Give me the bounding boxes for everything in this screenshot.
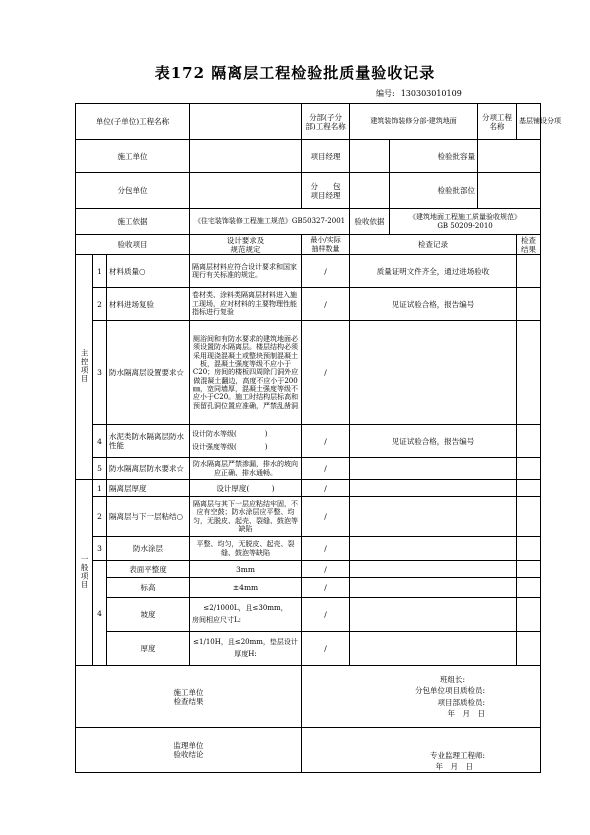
general-row-no: 3	[93, 537, 107, 561]
col-result: 检查 结果	[517, 235, 541, 255]
batch-location-label: 检验批部位	[390, 173, 478, 209]
main-row-no: 5	[93, 458, 107, 480]
subcontractor-label: 分包单位	[76, 173, 190, 209]
team-leader-label: 班组长:	[440, 675, 466, 684]
general-row-no: 4	[93, 561, 107, 666]
general-row-spec: 设计厚度( )	[190, 480, 302, 497]
general-row-2	[76, 497, 541, 537]
main-row-item: 材料进场复验	[107, 288, 190, 321]
design-waterproof-grade: 设计防水等级( )	[192, 430, 268, 439]
general-row-item: 坡度	[107, 598, 190, 632]
general-row-item: 隔离层与下一层粘结○	[107, 497, 190, 537]
general-row-record	[350, 632, 517, 666]
construction-check-label: 施工单位 检查结果	[76, 666, 302, 728]
general-row-4d	[76, 632, 541, 666]
doc-number-label: 编号:	[376, 89, 395, 98]
construction-check-date: 年 月 日	[447, 708, 486, 718]
header-row-construction	[76, 140, 541, 173]
general-label: 一般项目	[76, 480, 93, 666]
quality-inspector-label: 项目部质检员:	[437, 697, 486, 707]
general-row-spec: 平整、均匀，无脱皮、起壳、裂缝、鼓泡等缺陷	[190, 537, 302, 561]
construction-check-signatures	[302, 666, 541, 728]
general-row-result[interactable]	[517, 598, 541, 632]
main-row-spec: 卷材类、涂料类隔离层材料进入施工现场，应对材料的主要物理性能指标进行复验	[190, 288, 302, 321]
general-row-record	[350, 480, 517, 497]
main-row-5	[76, 458, 541, 480]
col-item: 验收项目	[76, 235, 190, 255]
general-row-result[interactable]	[517, 480, 541, 497]
main-row-spec	[190, 425, 302, 458]
general-row-result[interactable]	[517, 497, 541, 537]
general-row-spec: 3mm	[190, 561, 302, 578]
main-row-record: 质量证明文件齐全，通过进场验收	[350, 255, 517, 288]
supervision-date: 年 月 日	[435, 761, 474, 771]
main-row-item: 材料质量○	[107, 255, 190, 288]
general-row-result[interactable]	[517, 578, 541, 598]
supervision-row	[76, 728, 541, 773]
batch-capacity-value[interactable]	[478, 140, 541, 173]
main-row-no: 3	[93, 321, 107, 425]
thickness-spec: ≤1/10H，且≤20mm，垫层设计	[193, 637, 298, 646]
doc-number-value: 130303010109	[400, 89, 462, 98]
slope-room-size: 房间相应尺寸L:	[192, 615, 242, 624]
main-row-1	[76, 255, 541, 288]
general-row-3	[76, 537, 541, 561]
batch-location-value[interactable]	[478, 173, 541, 209]
unit-project-label: 单位(子单位)工程名称	[76, 104, 190, 140]
general-row-result[interactable]	[517, 561, 541, 578]
main-row-result[interactable]	[517, 288, 541, 321]
general-row-no: 1	[93, 480, 107, 497]
supervision-label: 监理单位 验收结论	[76, 728, 302, 773]
header-row-subcontractor	[76, 173, 541, 209]
construction-unit-label: 施工单位	[76, 140, 190, 173]
unit-project-value[interactable]	[190, 104, 302, 140]
construction-check-row	[76, 666, 541, 728]
general-row-1	[76, 480, 541, 497]
general-row-sample: /	[302, 537, 350, 561]
thickness-design: 厚度H:	[234, 649, 257, 658]
item-project-value: 基层铺设分项	[517, 104, 541, 140]
sub-manager-value[interactable]	[350, 173, 390, 209]
main-row-item: 防水隔离层设置要求☆	[107, 321, 190, 425]
main-row-sample: /	[302, 458, 350, 480]
general-row-spec: ±4mm	[190, 578, 302, 598]
general-row-item: 厚度	[107, 632, 190, 666]
general-row-record	[350, 497, 517, 537]
main-row-3	[76, 321, 541, 425]
general-row-4a	[76, 561, 541, 578]
main-row-sample: /	[302, 255, 350, 288]
general-row-sample: /	[302, 561, 350, 578]
item-project-label: 分项工程名称	[478, 104, 517, 140]
main-row-result[interactable]	[517, 255, 541, 288]
general-row-spec: 隔离层与其下一层应粘结牢固，不应有空鼓；防水涂层应平整、均匀，无脱皮、起壳、裂缝、鼓泡等缺陷	[190, 497, 302, 537]
general-row-result[interactable]	[517, 632, 541, 666]
general-row-record	[350, 578, 517, 598]
main-row-result[interactable]	[517, 321, 541, 425]
general-row-item: 防水涂层	[107, 537, 190, 561]
main-row-no: 4	[93, 425, 107, 458]
general-row-result[interactable]	[517, 537, 541, 561]
main-row-result[interactable]	[517, 425, 541, 458]
main-row-sample: /	[302, 321, 350, 425]
main-row-record	[350, 321, 517, 425]
header-row-project	[76, 104, 541, 140]
general-row-spec	[190, 598, 302, 632]
main-row-item: 水泥类防水隔离层防水性能	[107, 425, 190, 458]
general-row-4b	[76, 578, 541, 598]
acceptance-basis-label: 验收依据	[350, 209, 390, 235]
sub-manager-label: 分 包 项目经理	[302, 173, 350, 209]
general-row-record	[350, 598, 517, 632]
general-row-sample: /	[302, 578, 350, 598]
header-row-basis	[76, 209, 541, 235]
main-control-label: 主控项目	[76, 255, 93, 480]
inspection-form-table	[75, 103, 562, 773]
general-row-record	[350, 537, 517, 561]
main-row-record	[350, 458, 517, 480]
general-row-record	[350, 561, 517, 578]
slope-spec: ≤2/1000L，且≤30mm，	[203, 603, 288, 612]
col-design: 设计要求及 规范规定	[190, 235, 302, 255]
main-row-sample: /	[302, 288, 350, 321]
main-row-2	[76, 288, 541, 321]
main-row-no: 2	[93, 288, 107, 321]
construction-basis-value: 《住宅装饰装修工程施工规范》GB50327-2001	[190, 209, 350, 235]
main-row-result[interactable]	[517, 458, 541, 480]
main-row-spec: 隔离层材料应符合设计要求和国家现行有关标准的规定。	[190, 255, 302, 288]
batch-capacity-label: 检验批容量	[390, 140, 478, 173]
general-row-spec	[190, 632, 302, 666]
main-row-record: 见证试验合格，报告编号	[350, 425, 517, 458]
main-row-spec: 厕浴间和有防水要求的建筑地面必须设置防水隔离层。楼层结构必须采用现浇混凝土或整块预制混凝土板，混凝土强度等级不应小于C20；房间的楼板四周除门洞外应做混凝土翻边，高度不应小于200㎜，宽同墙厚，混凝土强度等级不应小于C20。施工时结构层标高和预留孔洞位置应准确，严禁乱凿洞	[190, 321, 302, 425]
page-title: 表172 隔离层工程检验批质量验收记录	[154, 64, 436, 82]
general-row-item: 隔离层厚度	[107, 480, 190, 497]
general-row-sample: /	[302, 632, 350, 666]
design-strength-grade: 设计强度等级( )	[192, 443, 268, 451]
col-record: 检查记录	[350, 235, 517, 255]
main-row-sample: /	[302, 425, 350, 458]
general-row-no: 2	[93, 497, 107, 537]
acceptance-basis-value: 《建筑地面工程施工质量验收规范》 GB 50209-2010	[390, 209, 541, 235]
main-row-4	[76, 425, 541, 458]
general-row-item: 表面平整度	[107, 561, 190, 578]
general-row-item: 标高	[107, 578, 190, 598]
col-sample: 最小/实际 抽样数量	[302, 235, 350, 255]
general-row-sample: /	[302, 598, 350, 632]
column-header-row	[76, 235, 541, 255]
sub-project-label: 分部(子分部)工程名称	[302, 104, 350, 140]
general-row-sample: /	[302, 480, 350, 497]
sub-quality-label: 分包单位项目质检员:	[415, 686, 486, 696]
construction-basis-label: 施工依据	[76, 209, 190, 235]
general-row-sample: /	[302, 497, 350, 537]
supervision-engineer-label: 专业监理工程师:	[430, 750, 486, 760]
construction-unit-value[interactable]	[190, 140, 302, 173]
general-row-4c	[76, 598, 541, 632]
project-manager-label: 项目经理	[302, 140, 350, 173]
main-row-spec: 防水隔离层严禁渗漏，排水的坡向应正确、排水通畅。	[190, 458, 302, 480]
supervision-signatures	[302, 728, 541, 773]
doc-number	[376, 88, 468, 99]
project-manager-value[interactable]	[350, 140, 390, 173]
subcontractor-value[interactable]	[190, 173, 302, 209]
main-row-record: 见证试验合格，报告编号	[350, 288, 517, 321]
sub-project-value: 建筑装饰装修分部-建筑地面	[350, 104, 478, 140]
main-row-item: 防水隔离层防水要求☆	[107, 458, 190, 480]
main-row-no: 1	[93, 255, 107, 288]
